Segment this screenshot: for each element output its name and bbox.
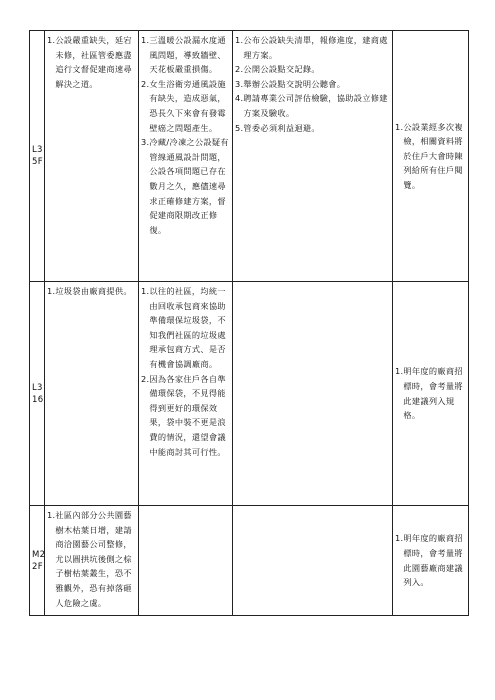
- item-text: 舉辦公設點交說明公聽會。: [243, 78, 346, 89]
- list-item: [141, 135, 230, 237]
- list-item: [47, 508, 136, 610]
- item-number: 1.: [47, 510, 56, 520]
- item-number: 1.: [141, 35, 150, 45]
- item-number: 1.: [395, 121, 404, 132]
- item-text: 冷藏/冷凍之公設疑有管線通風設計問題，公設各項問題已存在數月之久，應儘速尋求正確修建方案，督促建商限期改正修復。: [149, 137, 229, 235]
- item-text: 明年度的廠商招標時，會考量將此園藝廠商建議列入。: [403, 533, 463, 588]
- table-row: [30, 31, 469, 282]
- item-text: 垃圾袋由廠商提供。: [55, 286, 132, 296]
- issue-cell: [45, 506, 139, 616]
- item-text: 三溫暖公設漏水度通風問題，導致牆壁、天花板嚴重損傷。: [149, 35, 226, 75]
- item-text: 聘請專業公司評估檢驗，協助設立修建方案及驗收。: [243, 93, 388, 118]
- item-number: 3.: [235, 78, 244, 89]
- row-code: M2 2F: [30, 506, 45, 616]
- item-number: 3.: [141, 137, 150, 148]
- facts-cell: [139, 31, 233, 282]
- list-item: [235, 121, 390, 136]
- item-number: 1.: [47, 286, 56, 296]
- issue-cell: [45, 31, 139, 282]
- item-text: 公設業經多次複檢，相關資料將於住戶大會時陳列給所有住戶閱覽。: [403, 121, 463, 190]
- list-item: [47, 33, 136, 91]
- item-number: 2.: [141, 78, 150, 89]
- item-text: 公開公設點交記錄。: [243, 64, 320, 75]
- reply-cell: [393, 282, 469, 506]
- list-item: [395, 531, 466, 589]
- item-text: 因為各家住戶各自準備環保袋，不見得能得到更好的環保效果，袋中裝不更是浪費的情況，還望會議中能商討其可行性。: [149, 373, 226, 457]
- item-text: 社區內部分公共園藝樹木枯葉日增，建請商洽園藝公司整修，尤以圓拱坑後側之棕子樹枯葉叢生，恐不雅觀外，恐有掉落砸人危險之虞。: [55, 510, 132, 608]
- list-item: [235, 33, 390, 62]
- petition-table: [29, 30, 469, 616]
- list-item: [395, 364, 466, 422]
- reply-cell: [393, 31, 469, 282]
- item-number: 1.: [141, 286, 150, 296]
- item-number: 1.: [235, 35, 244, 45]
- item-number: 2.: [141, 373, 150, 384]
- item-number: 1.: [395, 366, 404, 377]
- actions-cell: [233, 282, 393, 506]
- actions-cell: [233, 506, 393, 616]
- list-item: [235, 91, 390, 120]
- row-code: L3 5F: [30, 31, 45, 282]
- item-text: 公布公設缺失清單，報修進度，建商處理方案。: [243, 35, 388, 60]
- row-code: L3 16: [30, 282, 45, 506]
- table-row: [30, 506, 469, 616]
- item-number: 4.: [235, 93, 244, 104]
- table-row: [30, 282, 469, 506]
- item-number: 2.: [235, 64, 244, 75]
- list-item: [141, 77, 230, 135]
- item-text: 明年度的廠商招標時，會考量將此建議列入規格。: [403, 366, 463, 421]
- item-number: 1.: [395, 533, 404, 544]
- actions-cell: [233, 31, 393, 282]
- list-item: [141, 284, 230, 372]
- list-item: [141, 372, 230, 460]
- item-text: 以往的社區，均統一由回收承包商來協助準備環保垃圾袋，不知我們社區的垃圾處理承包商方式、是否有機會協調廠商。: [149, 286, 226, 369]
- item-number: 1.: [47, 35, 56, 45]
- list-item: [235, 62, 390, 77]
- item-number: 5.: [235, 122, 244, 133]
- list-item: [235, 77, 390, 92]
- item-text: 管委必須利益迴避。: [243, 122, 320, 133]
- item-text: 女生浴衛旁通風設施有缺失，造成惡氣，恐長久下來會有發霉壁癌之問題產生。: [149, 78, 226, 133]
- list-item: [141, 33, 230, 77]
- list-item: [47, 284, 136, 299]
- item-text: 公設嚴重缺失，延宕未修，社區管委應盡 追行文督促建商速尋解決之道。: [55, 35, 132, 89]
- list-item: [395, 120, 466, 193]
- facts-cell: [139, 506, 233, 616]
- reply-cell: [393, 506, 469, 616]
- issue-cell: [45, 282, 139, 506]
- facts-cell: [139, 282, 233, 506]
